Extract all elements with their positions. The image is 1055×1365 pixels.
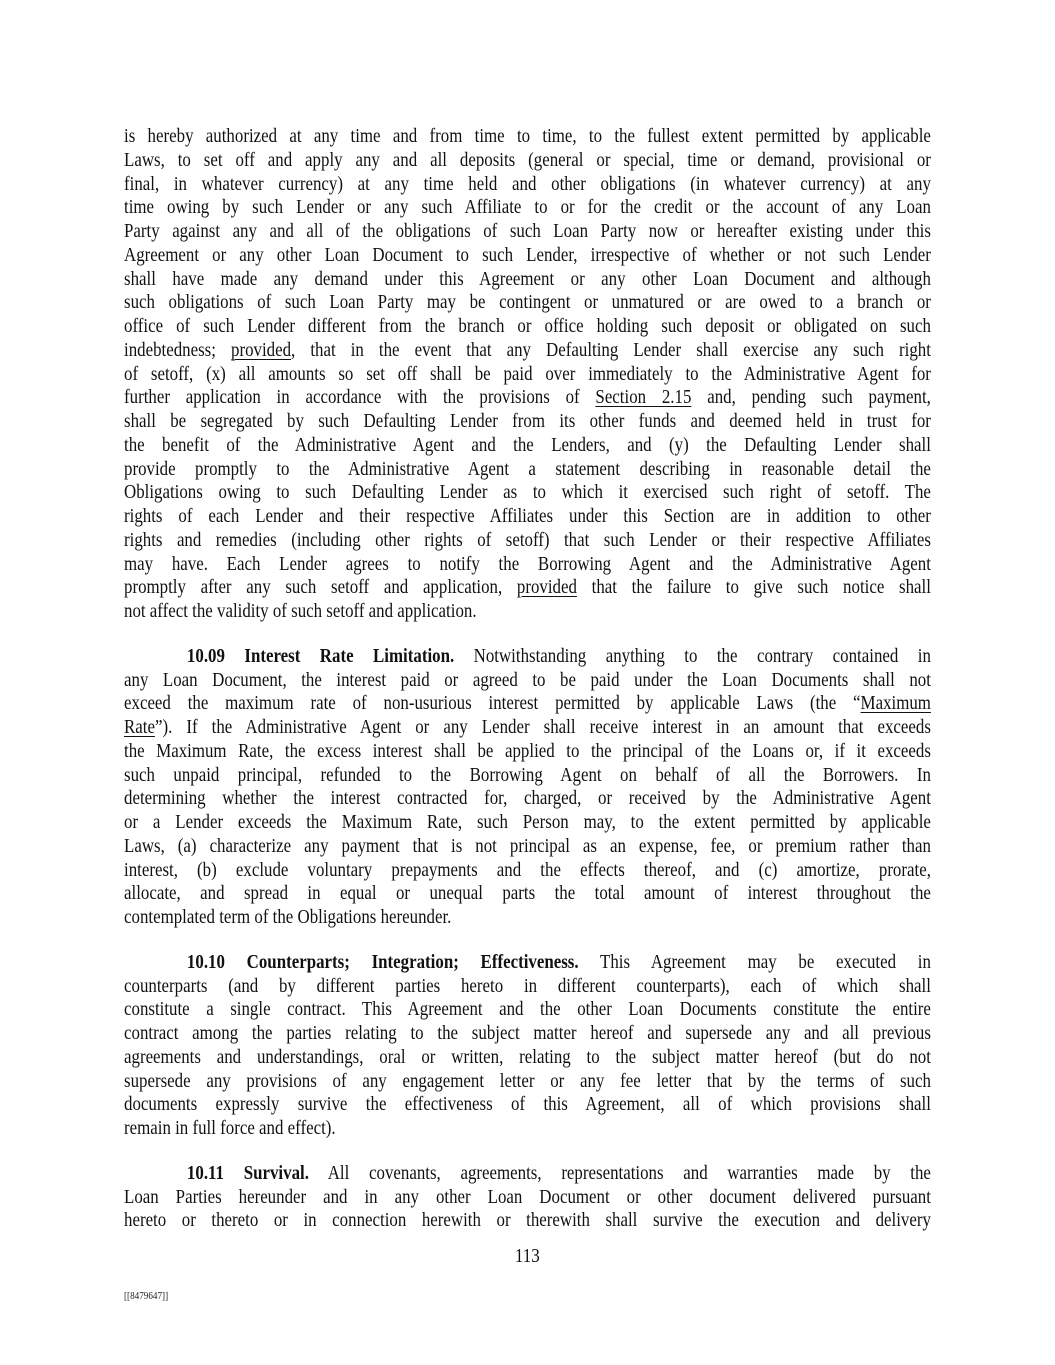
text-run: , that in the event that any Defaulting Lender shall exercise any such right (291, 339, 931, 361)
text-line (124, 1117, 931, 1141)
text-run: and, pending such payment, (691, 387, 931, 409)
text-run: that the failure to give such notice shall (576, 577, 931, 599)
text-line-content (124, 1186, 931, 1210)
text-run: hereto or thereto or in connection herewith or therewith shall survive the execution and delivery (124, 1210, 931, 1232)
text-line (124, 576, 931, 600)
cross-reference-term: Rate (124, 717, 155, 738)
text-line (124, 906, 931, 930)
section-heading: 10.10 Counterparts; Integration; Effectiveness. (186, 951, 579, 973)
text-line-content (124, 410, 931, 434)
text-line-content (124, 1070, 931, 1094)
text-run: or a Lender exceeds the Maximum Rate, such Person may, to the extent permitted by applicable (124, 812, 931, 833)
text-run: Laws, (a) characterize any payment that is not principal as an expense, fee, or premium rather than (124, 835, 931, 857)
text-line-content (124, 291, 931, 315)
text-line (124, 600, 931, 624)
text-run: time owing by such Lender or any such Affiliate to or for the credit or the account of any Loan (124, 197, 931, 219)
text-run: office of such Lender different from the branch or office holding such deposit or obligated on such (124, 316, 931, 337)
cross-reference-term: Section 2.15 (595, 387, 692, 409)
text-run: further application in accordance with the provisions of (124, 387, 596, 409)
text-run: rights and remedies (including other rights of setoff) that such Lender or their respective Affiliates (124, 529, 931, 551)
text-line-content (124, 1162, 931, 1186)
footer-document-id-text: [[8479647]] (124, 1291, 169, 1302)
text-line-content (124, 882, 931, 906)
setoff-continuation-paragraph (124, 125, 931, 624)
text-line (124, 1046, 931, 1070)
text-line (124, 692, 931, 716)
text-line (124, 835, 931, 859)
text-line (124, 505, 931, 529)
text-line-content (124, 600, 931, 624)
text-line (124, 434, 931, 458)
text-run: remain in full force and effect). (124, 1118, 336, 1139)
text-run: contemplated term of the Obligations hereunder. (124, 907, 452, 928)
text-run: rights of each Lender and their respective Affiliates under this Section are in addition to other (124, 506, 931, 527)
text-line-content (124, 1093, 931, 1117)
text-line-content (124, 576, 931, 600)
text-line-content (124, 645, 931, 669)
text-run: interest, (b) exclude voluntary prepayments and the effects thereof, and (c) amortize, prorate, (124, 859, 931, 881)
footer-document-id (124, 1290, 175, 1304)
text-line-content (124, 149, 931, 173)
document-body (124, 125, 931, 1233)
text-line (124, 244, 931, 268)
text-line-content (124, 787, 931, 811)
page-number (0, 1245, 1055, 1269)
text-line (124, 859, 931, 883)
text-run: provide promptly to the Administrative Agent a statement describing in reasonable detail the (124, 458, 931, 480)
text-line-content (124, 859, 931, 883)
section-10-11-survival (124, 1162, 931, 1233)
text-run: determining whether the interest contracted for, charged, or received by the Administrative Agent (124, 788, 931, 810)
text-run: allocate, and spread in equal or unequal parts the total amount of interest throughout the (124, 883, 931, 905)
text-line-content (124, 1046, 931, 1070)
text-line-content (124, 998, 931, 1022)
text-line (124, 173, 931, 197)
text-line-content (124, 1209, 931, 1233)
section-heading: 10.11 Survival. (186, 1162, 309, 1184)
text-run: supersede any provisions of any engagement letter or any fee letter that by the terms of such (124, 1070, 931, 1092)
text-run: ”). If the Administrative Agent or any Lender shall receive interest in an amount that exceeds (154, 717, 931, 738)
text-run: any Loan Document, the interest paid or agreed to be paid under the Loan Documents shall not (124, 669, 931, 691)
text-run: Agreement or any other Loan Document to such Lender, irrespective of whether or not such Lender (124, 244, 931, 266)
text-line (124, 386, 931, 410)
text-line-content (124, 669, 931, 693)
text-line (124, 315, 931, 339)
text-line (124, 951, 931, 975)
text-run: of setoff, (x) all amounts so set off shall be paid over immediately to the Administrative Agent for (124, 363, 931, 385)
text-run: Notwithstanding anything to the contrary contained in (454, 645, 931, 667)
section-10-10-counterparts-integration-effectiveness (124, 951, 931, 1141)
text-line-content (124, 386, 931, 410)
text-line (124, 1070, 931, 1094)
text-line (124, 811, 931, 835)
text-line-content (124, 505, 931, 529)
text-line-content (124, 339, 931, 363)
text-line-content (124, 692, 931, 716)
text-line-content (124, 125, 931, 149)
text-line-content (124, 906, 931, 930)
text-line (124, 716, 931, 740)
text-run: constitute a single contract. This Agreement and the other Loan Documents constitute the entire (124, 999, 931, 1021)
cross-reference-term: provided (230, 339, 292, 361)
text-run: contract among the parties relating to the subject matter hereof and supersede any and all previous (124, 1023, 931, 1044)
text-line-content (124, 975, 931, 999)
text-run: the Maximum Rate, the excess interest shall be applied to the principal of the Loans or, if it exceeds (124, 740, 931, 762)
text-run: such unpaid principal, refunded to the Borrowing Agent on behalf of all the Borrowers. In (124, 764, 931, 786)
text-line-content (124, 173, 931, 197)
text-line (124, 882, 931, 906)
text-line-content (124, 244, 931, 268)
text-line (124, 149, 931, 173)
text-line-content (124, 315, 931, 339)
text-line (124, 125, 931, 149)
text-line-content (124, 764, 931, 788)
text-line (124, 1209, 931, 1233)
text-run: agreements and understandings, oral or written, relating to the subject matter hereof (but do not (124, 1046, 931, 1068)
text-run: exceed the maximum rate of non-usurious interest permitted by applicable Laws (the “ (124, 693, 861, 715)
page-number-text: 113 (515, 1246, 540, 1267)
text-line (124, 458, 931, 482)
text-line-content (124, 529, 931, 553)
text-run: counterparts (and by different parties hereto in different counterparts), each of which shall (124, 975, 931, 997)
text-run: documents expressly survive the effectiveness of this Agreement, all of which provisions shall (124, 1094, 931, 1116)
text-run: shall be segregated by such Defaulting Lender from its other funds and deemed held in trust for (124, 411, 931, 432)
cross-reference-term: provided (516, 577, 577, 599)
text-line-content (124, 553, 931, 577)
text-line (124, 363, 931, 387)
text-run: the benefit of the Administrative Agent and the Lenders, and (y) the Defaulting Lender shall (124, 434, 931, 456)
text-run: This Agreement may be executed in (578, 951, 931, 973)
text-run: All covenants, agreements, representations and warranties made by the (308, 1162, 931, 1184)
text-run: indebtedness; (124, 339, 231, 361)
text-line-content (124, 363, 931, 387)
text-line (124, 410, 931, 434)
text-line (124, 220, 931, 244)
text-line (124, 1186, 931, 1210)
text-line (124, 196, 931, 220)
text-line (124, 1093, 931, 1117)
text-line-content (124, 716, 931, 740)
text-line-content (124, 434, 931, 458)
text-line-content (124, 835, 931, 859)
text-line-content (124, 1117, 931, 1141)
text-line (124, 1022, 931, 1046)
text-line (124, 645, 931, 669)
text-run: Obligations owing to such Defaulting Lender as to which it exercised such right of setoff. The (124, 482, 931, 504)
text-line-content (124, 458, 931, 482)
section-10-09-interest-rate-limitation (124, 645, 931, 930)
text-line (124, 268, 931, 292)
text-line-content (124, 811, 931, 835)
text-line (124, 787, 931, 811)
text-run: final, in whatever currency) at any time held and other obligations (in whatever currency) at any (124, 173, 931, 195)
text-line-content (124, 220, 931, 244)
text-line-content (124, 268, 931, 292)
section-heading: 10.09 Interest Rate Limitation. (186, 645, 455, 667)
text-run: shall have made any demand under this Agreement or any other Loan Document and although (124, 268, 931, 290)
text-line-content (124, 481, 931, 505)
text-line (124, 529, 931, 553)
text-run: may have. Each Lender agrees to notify the Borrowing Agent and the Administrative Agent (124, 553, 931, 575)
text-run: Loan Parties hereunder and in any other Loan Document or other document delivered pursuant (124, 1186, 931, 1208)
text-line-content (124, 951, 931, 975)
text-line (124, 764, 931, 788)
text-line (124, 481, 931, 505)
text-line-content (124, 1022, 931, 1046)
text-line (124, 669, 931, 693)
text-line (124, 740, 931, 764)
text-run: not affect the validity of such setoff and application. (124, 601, 477, 622)
text-run: is hereby authorized at any time and from time to time, to the fullest extent permitted by applicable (124, 126, 931, 147)
text-line (124, 998, 931, 1022)
text-run: Party against any and all of the obligations of such Loan Party now or hereafter existing under this (124, 221, 931, 242)
text-line (124, 339, 931, 363)
text-run: such obligations of such Loan Party may be contingent or unmatured or are owed to a branch or (124, 292, 931, 314)
text-line (124, 1162, 931, 1186)
text-run: Laws, to set off and apply any and all deposits (general or special, time or demand, provisional or (124, 149, 931, 171)
text-line (124, 291, 931, 315)
text-line-content (124, 196, 931, 220)
text-run: promptly after any such setoff and application, (124, 577, 517, 599)
text-line (124, 975, 931, 999)
text-line-content (124, 740, 931, 764)
text-line (124, 553, 931, 577)
cross-reference-term: Maximum (860, 693, 931, 715)
